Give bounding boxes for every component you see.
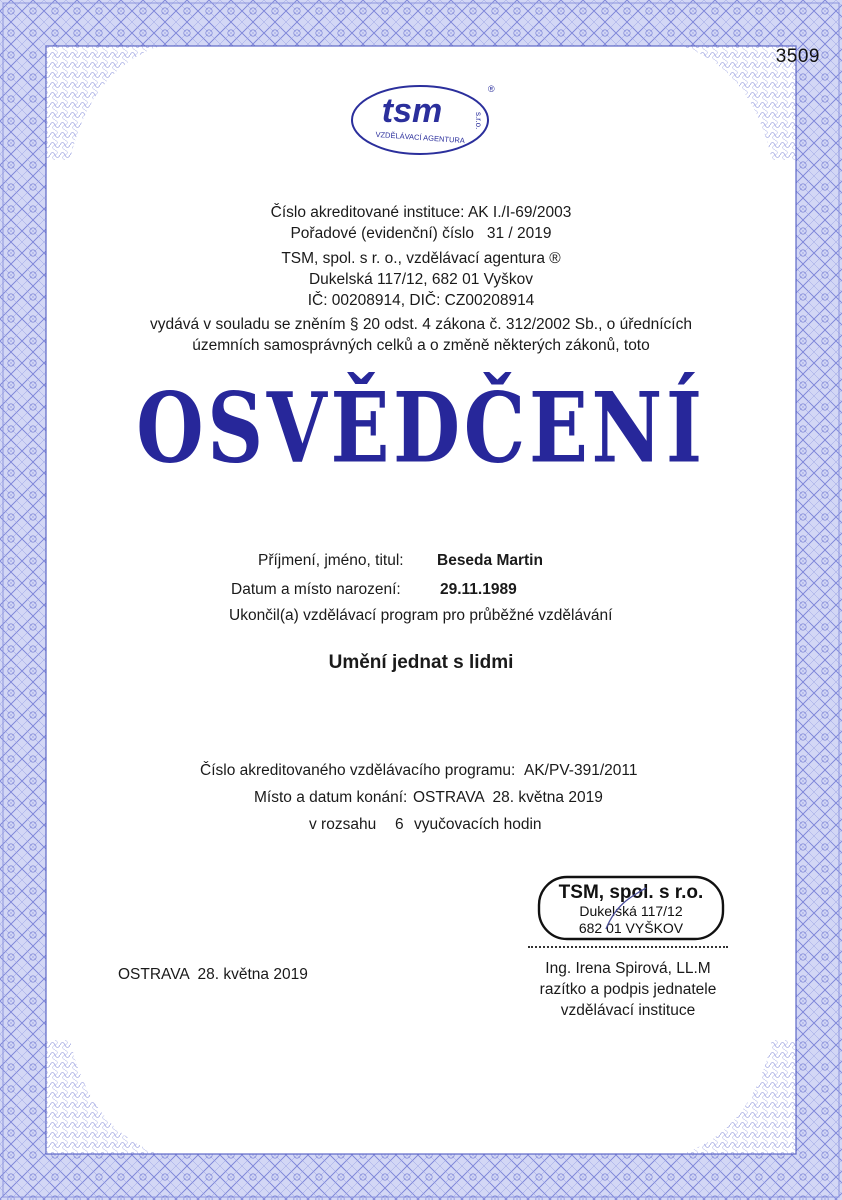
- logo-brand: tsm: [381, 92, 443, 130]
- tsm-logo: [348, 78, 498, 158]
- serial-number: 3509: [775, 46, 820, 67]
- logo-registered-mark: ®: [488, 84, 495, 94]
- corner-rosette-tl: [46, 46, 160, 160]
- birth-value: 29.11.1989: [440, 581, 517, 598]
- signature-line: [528, 946, 728, 948]
- program-accreditation-label: Číslo akreditovaného vzdělávacího programu:: [200, 762, 516, 779]
- scope-prefix: v rozsahu: [309, 816, 377, 833]
- signer-name: Ing. Irena Spirová, LL.M: [545, 960, 711, 977]
- completion-text: Ukončil(a) vzdělávací program pro průběžné vzdělávání: [229, 607, 613, 624]
- certificate-title: OSVĚDČENÍ: [136, 372, 706, 486]
- logo-suffix: s.r.o.: [474, 112, 483, 130]
- program-name: Umění jednat s lidmi: [328, 652, 514, 673]
- stamp-line-1: TSM, spol. s r.o.: [558, 882, 704, 903]
- signer-block: [508, 958, 748, 1021]
- stamp-line-2: Dukelská 117/12: [579, 903, 683, 919]
- scope-suffix: vyučovacích hodin: [414, 816, 542, 833]
- corner-rosette-br: [682, 1040, 796, 1154]
- legal-statement: [60, 314, 782, 356]
- birth-label: Datum a místo narození:: [231, 581, 401, 598]
- name-label: Příjmení, jméno, titul:: [258, 552, 404, 569]
- accreditation-line: Číslo akreditované instituce: AK I./I-69/2003: [270, 204, 572, 221]
- name-value: Beseda Martin: [437, 552, 543, 569]
- legal-line-2: územních samosprávných celků a o změně některých zákonů, toto: [192, 337, 650, 354]
- program-accreditation-value: AK/PV-391/2011: [524, 762, 638, 779]
- place-date-label: Místo a datum konání:: [254, 789, 408, 806]
- place-date-value: OSTRAVA 28. května 2019: [413, 789, 603, 806]
- stamp-line-3: 682 01 VYŠKOV: [578, 920, 684, 936]
- corner-rosette-bl: [46, 1040, 160, 1154]
- order-number-line: Pořadové (evidenční) číslo 31 / 2019: [290, 225, 552, 242]
- header-block: [60, 202, 782, 244]
- scope-hours: 6: [395, 816, 404, 833]
- company-stamp: [536, 874, 726, 942]
- footer-place-date: OSTRAVA 28. května 2019: [118, 966, 308, 983]
- issuer-address: Dukelská 117/12, 682 01 Vyškov: [308, 271, 534, 288]
- issuer-ids: IČ: 00208914, DIČ: CZ00208914: [307, 292, 535, 309]
- issuer-name: TSM, spol. s r. o., vzdělávací agentura ®: [281, 250, 561, 267]
- signer-role-2: vzdělávací instituce: [560, 1002, 696, 1019]
- legal-line-1: vydává v souladu se zněním § 20 odst. 4 zákona č. 312/2002 Sb., o úřednících: [150, 316, 692, 333]
- logo-tagline: VZDĚLÁVACÍ AGENTURA: [375, 129, 466, 146]
- signer-role-1: razítko a podpis jednatele: [539, 981, 717, 998]
- issuer-block: [60, 248, 782, 311]
